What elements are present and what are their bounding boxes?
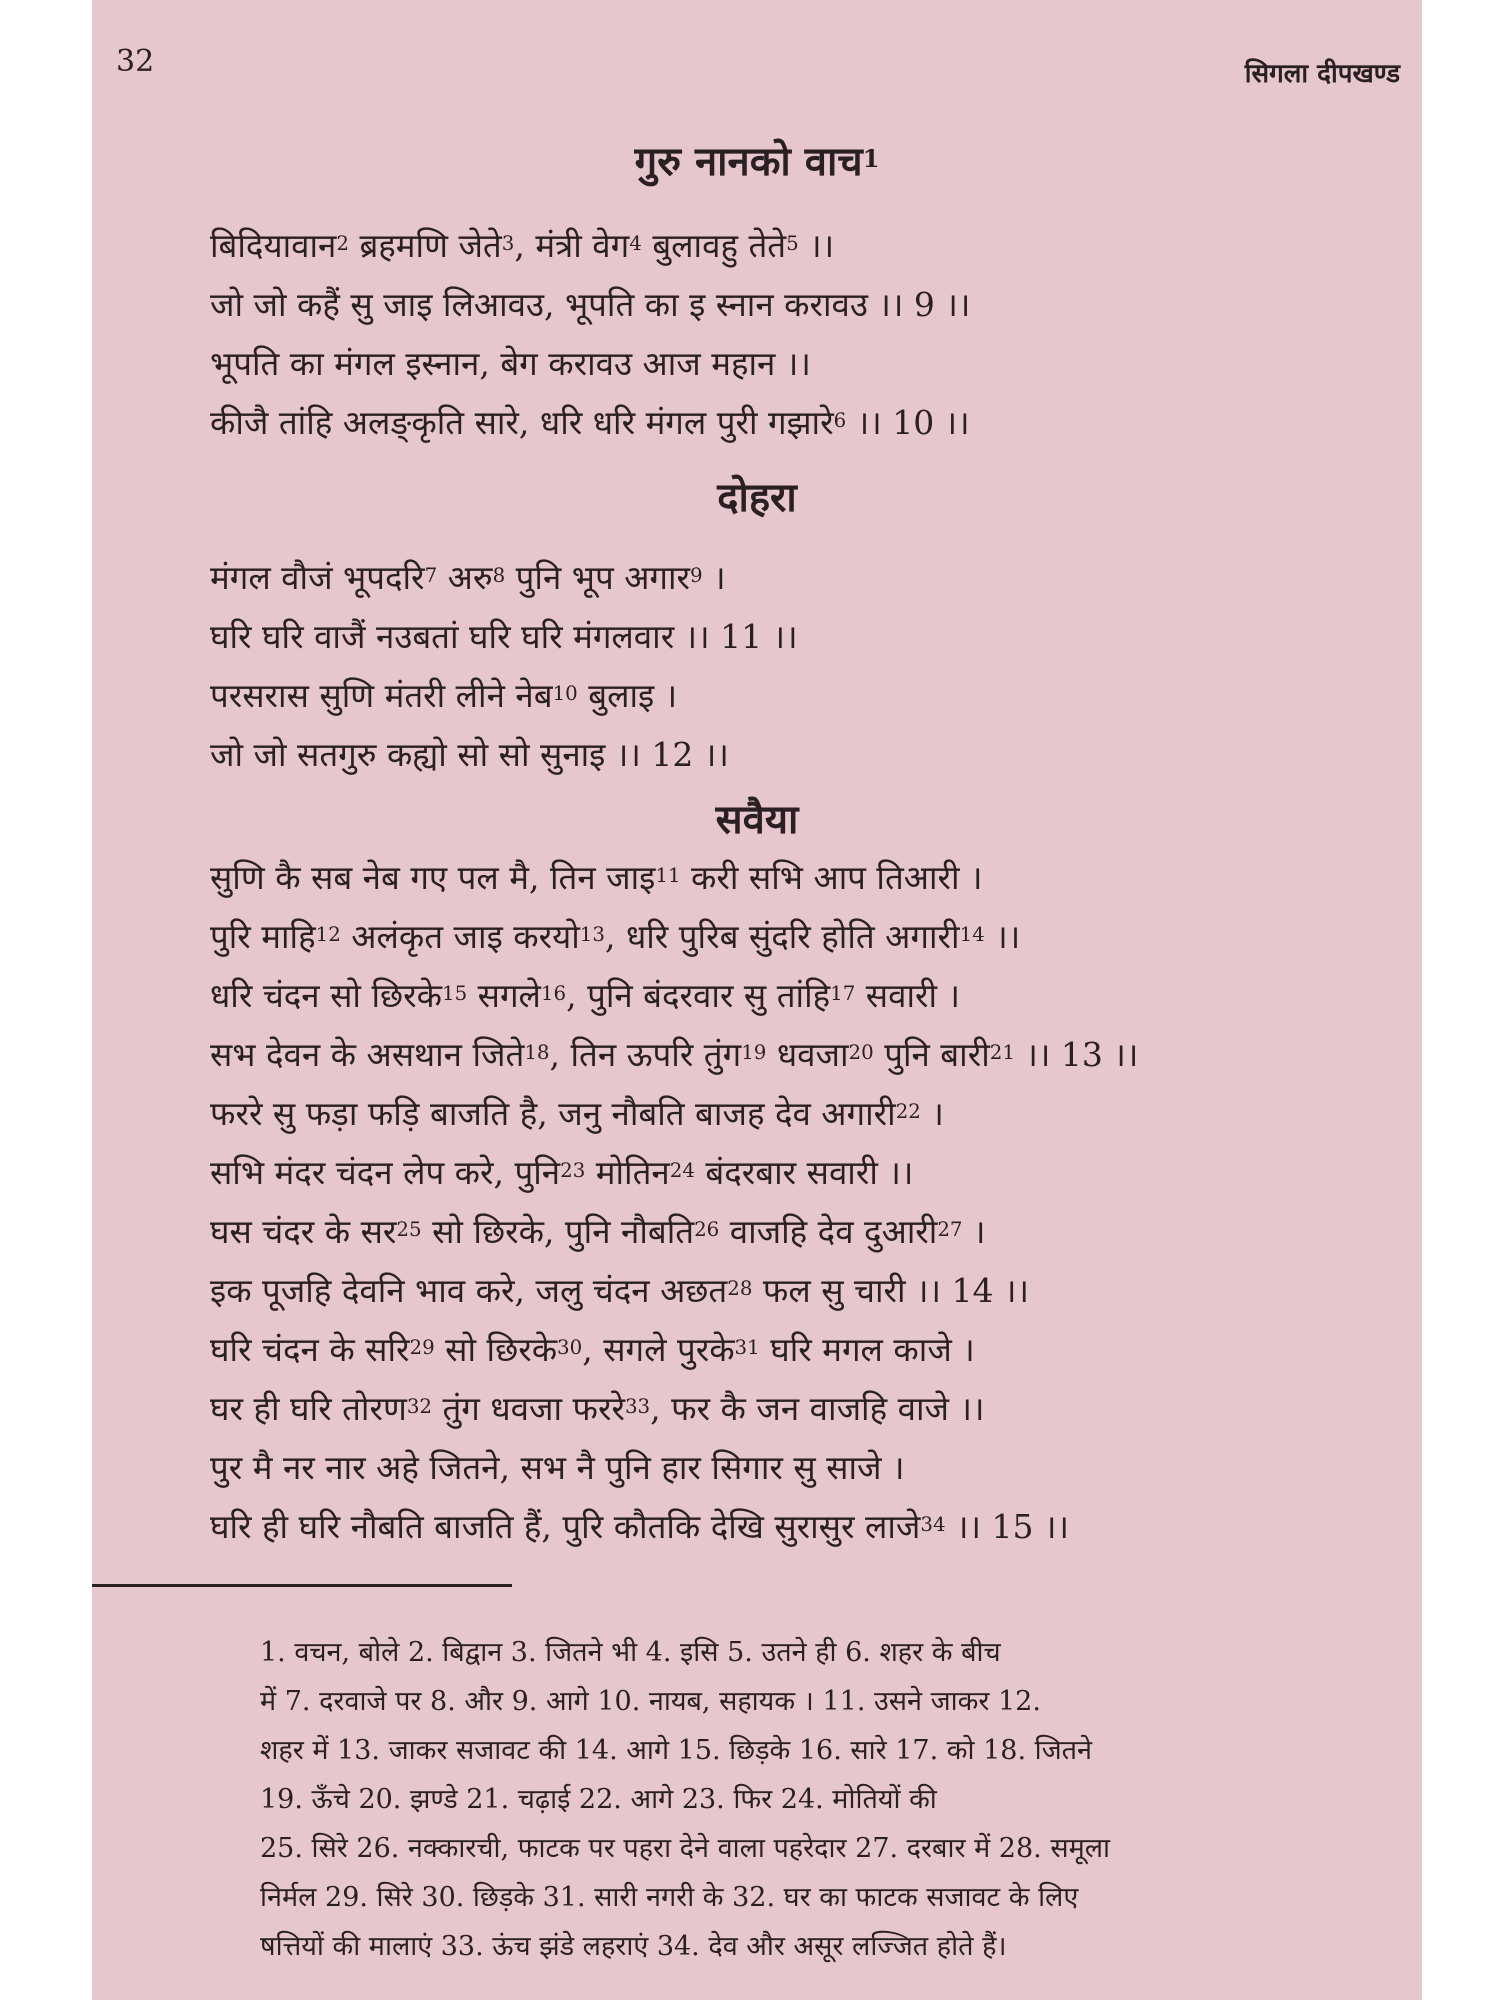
footnote-line: 1. वचन, बोले 2. बिद्वान 3. जितने भी 4. इसि 5. उतने ही 6. शहर के बीच [260, 1637, 1001, 1668]
footnote-marker: 5 [786, 232, 799, 256]
verse-text: जो जो सतगुरु कह्यो सो सो सुनाइ ।। 12 ।। [210, 735, 729, 774]
verse-text: फररे सु फड़ा फड़ि बाजति है, जनु नौबति बाजह देव अगारी [210, 1094, 896, 1133]
verse-text: घरि मगल काजे । [759, 1330, 975, 1369]
footnote-marker: 26 [694, 1218, 720, 1242]
verse-line [210, 966, 1370, 1025]
book-page [92, 0, 1422, 2000]
section-heading-guru-nanak [92, 132, 1422, 187]
verse-text: सभ देवन के असथान जिते [210, 1035, 525, 1074]
heading-footnote-marker: 1 [862, 143, 880, 173]
verse-line [210, 725, 1370, 784]
verse-text: धरि चंदन सो छिरके [210, 976, 442, 1015]
verse-line [210, 393, 1370, 452]
footnote-marker: 15 [441, 982, 468, 1006]
verse-text: ब्रहमणि जेते [348, 226, 502, 265]
verse-line [210, 548, 1370, 607]
verse-block-1 [210, 216, 1370, 452]
verse-text: पुरि माहि [210, 917, 316, 956]
footnote-marker: 9 [690, 564, 703, 588]
footnote-marker: 20 [848, 1041, 874, 1065]
footnote-marker: 24 [669, 1159, 695, 1183]
verse-text: सभि मंदर चंदन लेप करे, पुनि [210, 1153, 561, 1192]
footnote-marker: 19 [741, 1041, 767, 1065]
verse-line [210, 848, 1370, 907]
heading-text: सवैया [715, 796, 799, 843]
verse-text: कीजै तांहि अलङ्कृति सारे, धरि धरि मंगल पुरी गझारे [210, 403, 834, 442]
footnote-line: षत्तियों की मालाएं 33. ऊंच झंडे लहराएं 34. देव और असूर लज्जित होते हैं। [260, 1931, 1007, 1962]
verse-text: बुलावहु तेते [641, 226, 787, 265]
verse-text: धवजा [766, 1035, 849, 1074]
verse-text: पुनि भूप अगार [505, 558, 691, 597]
verse-line [210, 1497, 1370, 1556]
verse-text: । [920, 1094, 944, 1133]
footnote-marker: 6 [833, 409, 847, 433]
footnote-marker: 7 [424, 564, 438, 588]
verse-text: ।। 13 ।। [1014, 1035, 1139, 1074]
verse-text: सगले [467, 976, 541, 1015]
footnote-marker: 27 [937, 1218, 963, 1242]
verse-line [210, 275, 1370, 334]
verse-text: मोतिन [585, 1153, 670, 1192]
verse-text: बुलाइ । [577, 676, 678, 715]
verse-text: घस चंदर के सर [210, 1212, 397, 1251]
verse-line [210, 1202, 1370, 1261]
verse-line [210, 1438, 1370, 1497]
footnote-marker: 28 [727, 1277, 753, 1301]
verse-text: इक पूजहि देवनि भाव करे, जलु चंदन अछत [210, 1271, 728, 1310]
footnote-line: में 7. दरवाजे पर 8. और 9. आगे 10. नायब, सहायक । 11. उसने जाकर 12. [260, 1686, 1041, 1717]
verse-block-3 [210, 848, 1370, 1556]
verse-line [210, 666, 1370, 725]
heading-text: गुरु नानको वाच [634, 138, 863, 185]
verse-text: सुणि कै सब नेब गए पल मै, तिन जाइ [210, 858, 656, 897]
verse-text: पुनि बारी [873, 1035, 990, 1074]
running-head: सिगला दीपखण्ड [1244, 59, 1400, 89]
footnote-marker: 11 [655, 864, 681, 888]
verse-line [210, 1320, 1370, 1379]
verse-line [210, 1379, 1370, 1438]
verse-text: सो छिरके [434, 1330, 558, 1369]
footnote-marker: 18 [524, 1041, 550, 1065]
verse-line [210, 216, 1370, 275]
verse-text: करी सभि आप तिआरी । [680, 858, 983, 897]
footnote-marker: 12 [315, 923, 341, 947]
verse-text: , फर कै जन वाजहि वाजे ।। [650, 1389, 985, 1428]
footnote-marker: 14 [959, 923, 985, 947]
footnote-line: 19. ऊँचे 20. झण्डे 21. चढ़ाई 22. आगे 23. फिर 24. मोतियों की [260, 1784, 937, 1815]
footnote-marker: 29 [409, 1336, 435, 1360]
footnote-rule [92, 1584, 512, 1587]
verse-text: , मंत्री वेग [514, 226, 630, 265]
verse-text: । [962, 1212, 986, 1251]
verse-block-2 [210, 548, 1370, 784]
verse-line [210, 1143, 1370, 1202]
verse-line [210, 607, 1370, 666]
footnote-marker: 2 [336, 232, 349, 256]
verse-text: अरु [437, 558, 493, 597]
verse-text: सो छिरके, पुनि नौबति [421, 1212, 695, 1251]
footnote-marker: 22 [895, 1100, 921, 1124]
footnote-line: निर्मल 29. सिरे 30. छिड़के 31. सारी नगरी के 32. घर का फाटक सजावट के लिए [260, 1882, 1079, 1913]
verse-text: घर ही घरि तोरण [210, 1389, 407, 1428]
verse-text: तुंग धवजा फररे [431, 1389, 625, 1428]
verse-line [210, 1261, 1370, 1320]
footnote-marker: 17 [830, 982, 856, 1006]
verse-text: , सगले पुरके [582, 1330, 735, 1369]
footnote-marker: 32 [406, 1395, 432, 1419]
verse-text: घरि चंदन के सरि [210, 1330, 410, 1369]
verse-text: घरि ही घरि नौबति बाजति हैं, पुरि कौतकि देखि सुरासुर लाजे [210, 1507, 921, 1546]
section-heading-dohra [92, 468, 1422, 523]
verse-text: परसरास सुणि मंतरी लीने नेब [210, 676, 553, 715]
footnote-line: शहर में 13. जाकर सजावट की 14. आगे 15. छिड़के 16. सारे 17. को 18. जितने [260, 1735, 1093, 1766]
page-number: 32 [116, 44, 155, 79]
footnote-line: 25. सिरे 26. नक्कारची, फाटक पर पहरा देने वाला पहरेदार 27. दरबार में 28. समूला [260, 1833, 1111, 1864]
verse-line [210, 1025, 1370, 1084]
heading-text: दोहरा [717, 474, 797, 521]
footnote-marker: 23 [560, 1159, 586, 1183]
verse-text: वाजहि देव दुआरी [719, 1212, 938, 1251]
verse-line [210, 907, 1370, 966]
verse-text: , धरि पुरिब सुंदरि होति अगारी [604, 917, 960, 956]
verse-line [210, 334, 1370, 393]
verse-text: मंगल वौजं भूपदरि [210, 558, 425, 597]
verse-text: भूपति का मंगल इस्नान, बेग करावउ आज महान ।। [210, 344, 811, 383]
footnote-marker: 34 [920, 1513, 946, 1537]
footnote-marker: 3 [501, 232, 515, 256]
footnote-marker: 10 [552, 682, 578, 706]
verse-text: बिदियावान [210, 226, 337, 265]
footnote-marker: 21 [989, 1041, 1015, 1065]
footnote-marker: 8 [492, 564, 506, 588]
verse-text: ।। 15 ।। [945, 1507, 1070, 1546]
verse-text: सवारी । [855, 976, 961, 1015]
verse-text: , पुनि बंदरवार सु तांहि [566, 976, 831, 1015]
verse-text: । [702, 558, 726, 597]
section-heading-savaiya [92, 790, 1422, 845]
footnote-marker: 4 [629, 232, 642, 256]
verse-line [210, 1084, 1370, 1143]
footnote-marker: 13 [579, 923, 605, 947]
verse-text: ।। [984, 917, 1021, 956]
verse-text: , तिन ऊपरि तुंग [549, 1035, 742, 1074]
footnote-marker: 30 [557, 1336, 583, 1360]
footnote-marker: 25 [396, 1218, 422, 1242]
verse-text: ।। 10 ।। [846, 403, 970, 442]
verse-text: फल सु चारी ।। 14 ।। [752, 1271, 1030, 1310]
footnote-marker: 16 [540, 982, 567, 1006]
footnote-marker: 31 [734, 1336, 760, 1360]
verse-text: पुर मै नर नार अहे जितने, सभ नै पुनि हार सिगार सु साजे । [210, 1448, 905, 1487]
verse-text: घरि घरि वाजैं नउबतां घरि घरि मंगलवार ।। 11 ।। [210, 617, 798, 656]
footnotes [260, 1628, 1390, 1971]
verse-text: अलंकृत जाइ करयो [340, 917, 580, 956]
verse-text: बंदरबार सवारी ।। [694, 1153, 914, 1192]
footnote-marker: 33 [624, 1395, 651, 1419]
verse-text: जो जो कहैं सु जाइ लिआवउ, भूपति का इ स्नान करावउ ।। 9 ।। [210, 285, 971, 324]
verse-text: ।। [798, 226, 835, 265]
